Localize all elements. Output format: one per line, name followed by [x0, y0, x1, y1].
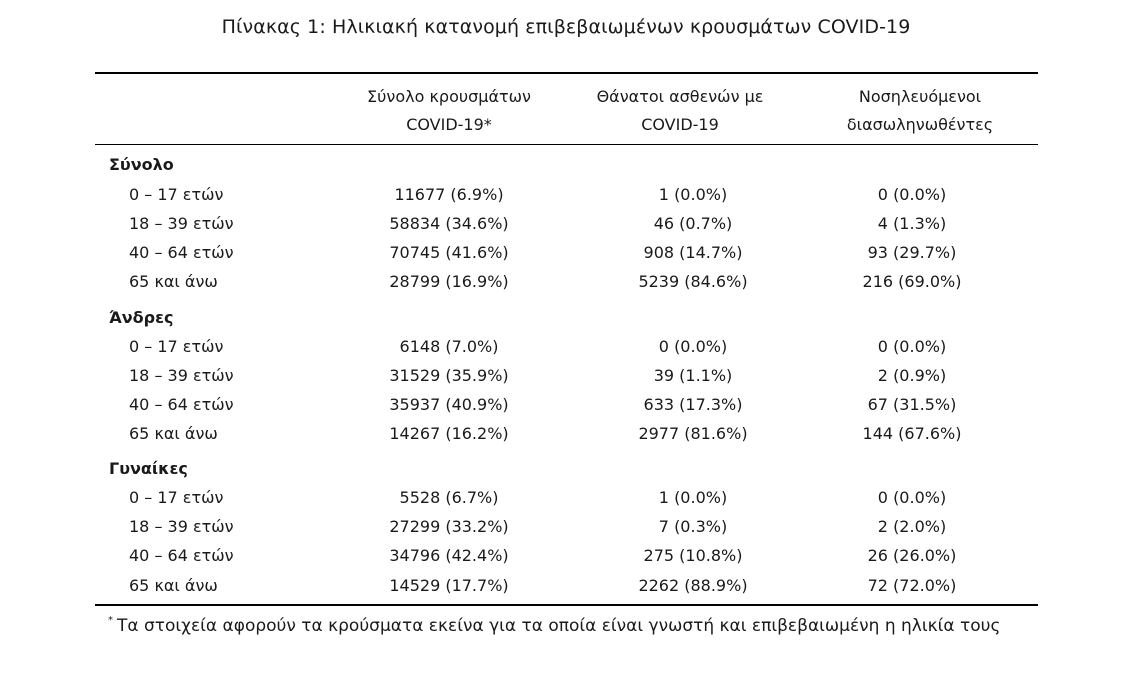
section-label-men: Άνδρες — [109, 308, 174, 327]
column-header-cases-line1: Σύνολο κρουσμάτων — [367, 87, 531, 106]
cell-deaths: 633 (17.3%) — [643, 395, 743, 414]
cell-intubated: 67 (31.5%) — [867, 395, 957, 414]
cell-intubated: 72 (72.0%) — [867, 576, 957, 595]
row-label: 0 – 17 ετών — [129, 185, 224, 204]
cell-cases: 14529 (17.7%) — [389, 576, 509, 595]
table-row — [0, 545, 1122, 567]
cell-cases: 27299 (33.2%) — [389, 517, 509, 536]
cell-deaths: 908 (14.7%) — [643, 243, 743, 262]
cell-cases: 70745 (41.6%) — [389, 243, 509, 262]
column-header-intubated-line1: Νοσηλευόμενοι — [858, 87, 982, 106]
section-label-women: Γυναίκες — [109, 459, 188, 478]
cell-cases: 11677 (6.9%) — [394, 185, 504, 204]
cell-intubated: 2 (2.0%) — [877, 517, 947, 536]
cell-deaths: 7 (0.3%) — [658, 517, 728, 536]
table-top-rule — [95, 72, 1038, 74]
cell-intubated: 216 (69.0%) — [862, 272, 962, 291]
table-row — [0, 242, 1122, 264]
cell-cases: 6148 (7.0%) — [399, 337, 499, 356]
table-row — [0, 575, 1122, 597]
table-title: Πίνακας 1: Ηλικιακή κατανομή επιβεβαιωμένων κρουσμάτων COVID-19 — [221, 16, 911, 38]
column-header-intubated — [820, 83, 1020, 139]
row-label: 18 – 39 ετών — [129, 214, 234, 233]
row-label: 40 – 64 ετών — [129, 546, 234, 565]
cell-cases: 58834 (34.6%) — [389, 214, 509, 233]
column-header-deaths-line2: COVID-19 — [641, 115, 719, 134]
cell-deaths: 1 (0.0%) — [658, 185, 728, 204]
cell-intubated: 144 (67.6%) — [862, 424, 962, 443]
table-row — [0, 394, 1122, 416]
cell-cases: 31529 (35.9%) — [389, 366, 509, 385]
cell-deaths: 275 (10.8%) — [643, 546, 743, 565]
row-label: 18 – 39 ετών — [129, 517, 234, 536]
cell-cases: 14267 (16.2%) — [389, 424, 509, 443]
table-row — [0, 271, 1122, 293]
row-label: 65 και άνω — [129, 272, 218, 291]
cell-intubated: 26 (26.0%) — [867, 546, 957, 565]
row-label: 65 και άνω — [129, 424, 218, 443]
cell-intubated: 0 (0.0%) — [877, 488, 947, 507]
cell-deaths: 5239 (84.6%) — [638, 272, 748, 291]
cell-intubated: 93 (29.7%) — [867, 243, 957, 262]
row-label: 40 – 64 ετών — [129, 243, 234, 262]
cell-deaths: 2977 (81.6%) — [638, 424, 748, 443]
cell-cases: 35937 (40.9%) — [389, 395, 509, 414]
cell-intubated: 0 (0.0%) — [877, 337, 947, 356]
table-row — [0, 336, 1122, 358]
header-divider-rule — [95, 144, 1038, 145]
footnote-marker: * — [108, 615, 113, 626]
row-label: 0 – 17 ετών — [129, 488, 224, 507]
column-header-intubated-line2: διασωληνωθέντες — [846, 115, 994, 134]
column-header-deaths-line1: Θάνατοι ασθενών με — [596, 87, 764, 106]
column-header-deaths — [580, 83, 780, 139]
table-row — [0, 213, 1122, 235]
table-row — [0, 184, 1122, 206]
footnote — [108, 609, 1000, 638]
cell-deaths: 46 (0.7%) — [653, 214, 733, 233]
table-row — [0, 487, 1122, 509]
cell-intubated: 2 (0.9%) — [877, 366, 947, 385]
cell-cases: 28799 (16.9%) — [389, 272, 509, 291]
cell-cases: 5528 (6.7%) — [399, 488, 499, 507]
footnote-text: Τα στοιχεία αφορούν τα κρούσματα εκείνα για τα οποία είναι γνωστή και επιβεβαιωμένη η ηλικία τους — [117, 616, 1001, 636]
column-header-cases-line2: COVID-19* — [406, 115, 492, 134]
column-header-cases — [349, 83, 549, 139]
row-label: 18 – 39 ετών — [129, 366, 234, 385]
table-row — [0, 423, 1122, 445]
cell-intubated: 0 (0.0%) — [877, 185, 947, 204]
cell-deaths: 0 (0.0%) — [658, 337, 728, 356]
row-label: 40 – 64 ετών — [129, 395, 234, 414]
cell-deaths: 2262 (88.9%) — [638, 576, 748, 595]
row-label: 0 – 17 ετών — [129, 337, 224, 356]
cell-deaths: 39 (1.1%) — [653, 366, 733, 385]
section-label-total: Σύνολο — [109, 155, 174, 174]
table-row — [0, 516, 1122, 538]
cell-cases: 34796 (42.4%) — [389, 546, 509, 565]
cell-intubated: 4 (1.3%) — [877, 214, 947, 233]
table-row — [0, 365, 1122, 387]
row-label: 65 και άνω — [129, 576, 218, 595]
table-bottom-rule — [95, 604, 1038, 606]
cell-deaths: 1 (0.0%) — [658, 488, 728, 507]
